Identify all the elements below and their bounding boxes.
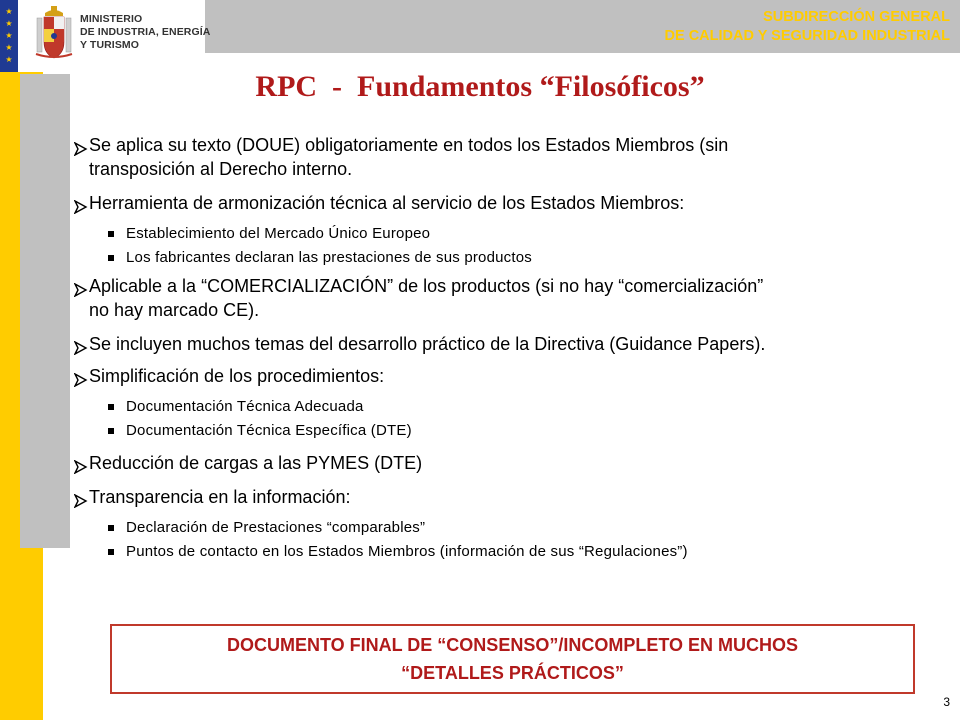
- bullet-text: Reducción de cargas a las PYMES (DTE): [89, 453, 423, 473]
- bullet-text: Herramienta de armonización técnica al servicio de los Estados Miembros:: [89, 193, 685, 213]
- square-bullet-icon: [108, 549, 114, 555]
- ministry-line: MINISTERIO: [80, 13, 143, 25]
- sub-bullet-text: Documentación Técnica Específica (DTE): [126, 422, 412, 439]
- bullet-list: [74, 133, 954, 561]
- svg-text:★: ★: [5, 55, 13, 64]
- sub-bullet-text: Declaración de Prestaciones “comparables”: [126, 519, 426, 536]
- bullet-text: Transparencia en la información:: [89, 487, 351, 507]
- subdirection-line: SUBDIRECCIÓN GENERAL: [763, 9, 950, 25]
- bullet-item: [74, 485, 954, 509]
- bullet-item: [74, 332, 954, 356]
- sub-bullet-item: [74, 224, 954, 243]
- svg-text:★: ★: [5, 19, 13, 28]
- sub-bullet-item: [74, 248, 954, 267]
- svg-text:★: ★: [5, 7, 13, 16]
- left-gray-bar: [20, 74, 70, 548]
- eu-flag-icon: [0, 0, 18, 72]
- arrow-bullet-icon: [74, 196, 88, 210]
- sub-bullet-item: [74, 542, 954, 561]
- sub-bullet-text: Los fabricantes declaran las prestaciones de sus productos: [126, 249, 532, 266]
- arrow-bullet-icon: [74, 279, 88, 293]
- arrow-bullet-icon: [74, 456, 88, 470]
- sub-bullet-text: Documentación Técnica Adecuada: [126, 398, 364, 415]
- bullet-text: Se aplica su texto (DOUE) obligatoriamente en todos los Estados Miembros (sin: [89, 135, 729, 155]
- slide-title: RPC - Fundamentos “Filosóficos”: [255, 70, 705, 103]
- conclusion-box: [110, 624, 915, 694]
- bullet-item: [74, 451, 954, 475]
- conclusion-line: “DETALLES PRÁCTICOS”: [401, 663, 624, 683]
- sub-bullet-item: [74, 421, 954, 440]
- sub-bullet-item: [74, 518, 954, 537]
- ministry-line: DE INDUSTRIA, ENERGÍA: [80, 26, 211, 38]
- square-bullet-icon: [108, 255, 114, 261]
- square-bullet-icon: [108, 404, 114, 410]
- svg-text:★: ★: [5, 31, 13, 40]
- bullet-text-continuation: no hay marcado CE).: [89, 300, 260, 320]
- ministry-line: Y TURISMO: [80, 39, 140, 51]
- arrow-bullet-icon: [74, 490, 88, 504]
- svg-text:★: ★: [5, 43, 13, 52]
- bullet-text: Aplicable a la “COMERCIALIZACIÓN” de los productos (si no hay “comercialización”: [89, 276, 764, 296]
- bullet-item: [74, 191, 954, 215]
- ministry-logo: [0, 0, 211, 72]
- square-bullet-icon: [108, 525, 114, 531]
- bullet-item: [74, 364, 954, 388]
- square-bullet-icon: [108, 231, 114, 237]
- sub-bullet-item: [74, 397, 954, 416]
- arrow-bullet-icon: [74, 337, 88, 351]
- arrow-bullet-icon: [74, 369, 88, 383]
- bullet-item: [74, 133, 954, 181]
- bullet-text: Simplificación de los procedimientos:: [89, 366, 385, 386]
- bullet-item: [74, 274, 954, 322]
- sub-bullet-text: Establecimiento del Mercado Único Europeo: [126, 225, 431, 242]
- arrow-bullet-icon: [74, 138, 88, 152]
- subdirection-line: DE CALIDAD Y SEGURIDAD INDUSTRIAL: [664, 28, 950, 44]
- square-bullet-icon: [108, 428, 114, 434]
- conclusion-line: DOCUMENTO FINAL DE “CONSENSO”/INCOMPLETO EN MUCHOS: [226, 635, 799, 655]
- bullet-text-continuation: transposición al Derecho interno.: [89, 159, 353, 179]
- bullet-text: Se incluyen muchos temas del desarrollo práctico de la Directiva (Guidance Papers).: [89, 334, 766, 354]
- sub-bullet-text: Puntos de contacto en los Estados Miembros (información de sus “Regulaciones”): [126, 543, 688, 560]
- ministry-name: [80, 13, 210, 52]
- subdirection-title: [665, 8, 950, 46]
- coat-of-arms-icon: [34, 4, 74, 64]
- page-number: 3: [943, 695, 950, 709]
